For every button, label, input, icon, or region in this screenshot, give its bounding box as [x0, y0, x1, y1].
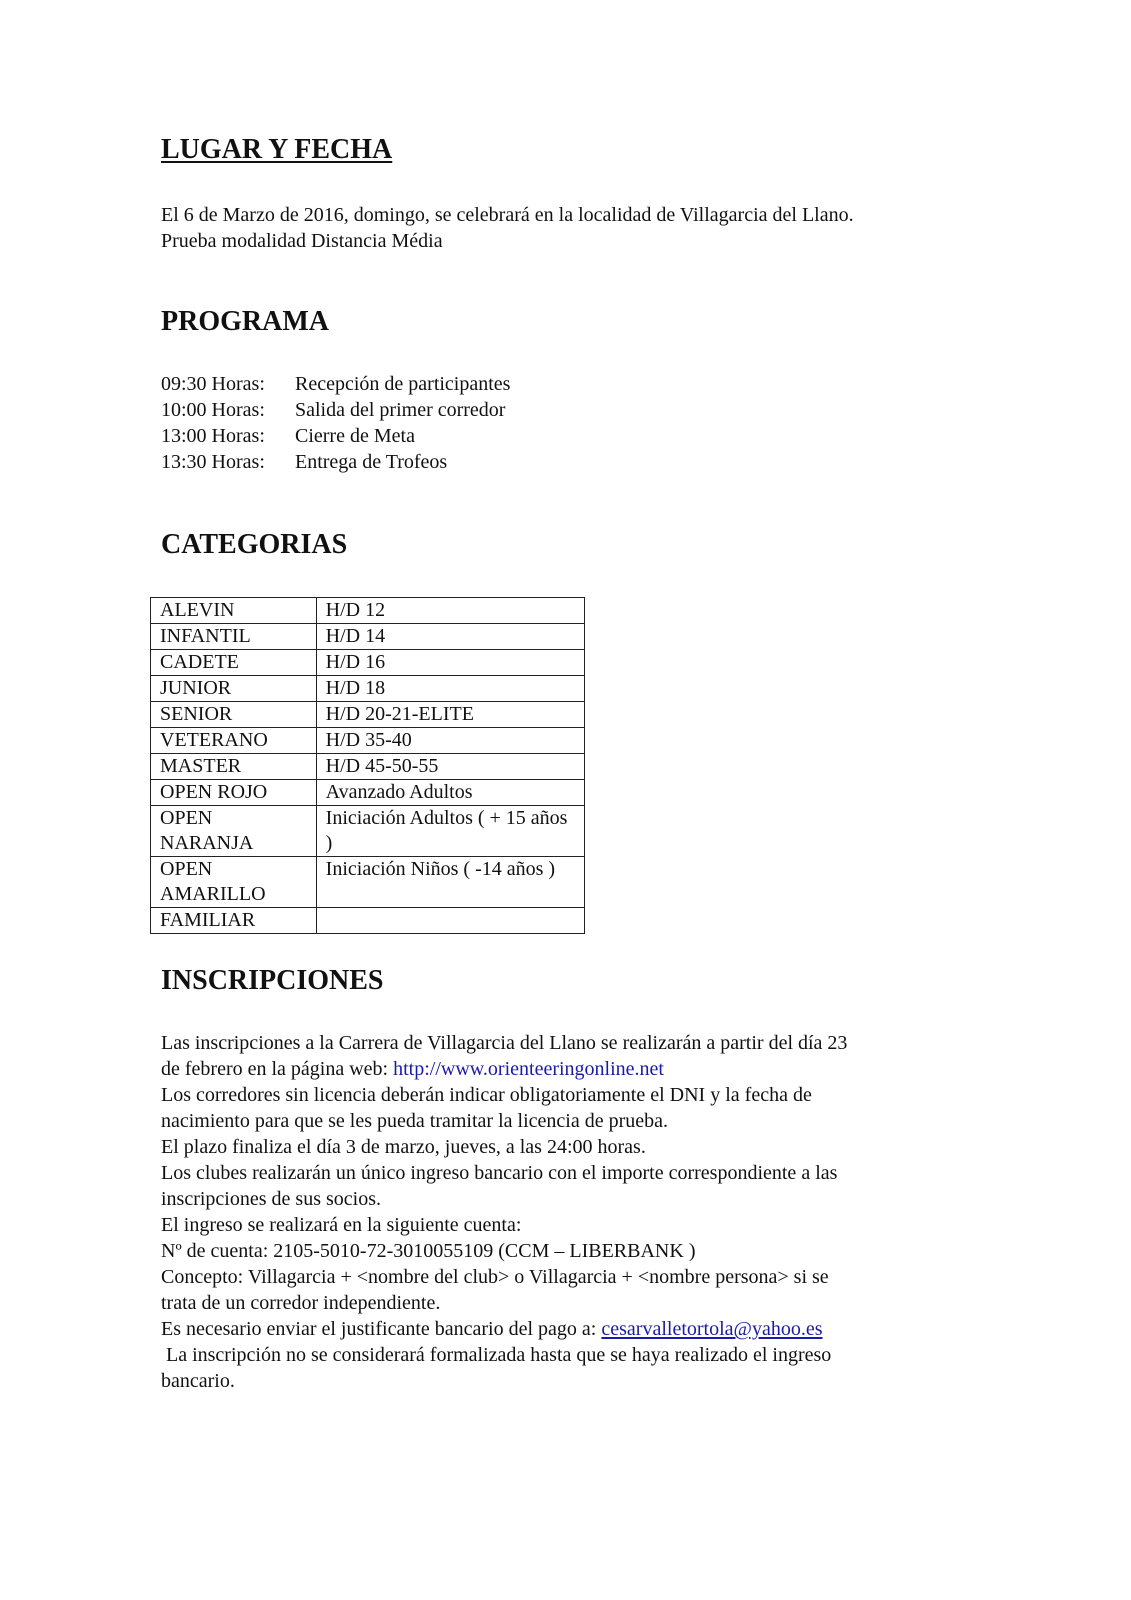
programa-activity: Salida del primer corredor	[295, 399, 506, 421]
website-link[interactable]: http://www.orienteeringonline.net	[393, 1058, 664, 1080]
inscripciones-line: La inscripción no se considerará formalizada hasta que se haya realizado el ingreso	[161, 1344, 832, 1366]
inscripciones-line: Las inscripciones a la Carrera de Villagarcia del Llano se realizarán a partir del día 23	[161, 1032, 848, 1054]
programa-time: 13:00 Horas:	[161, 425, 265, 447]
category-desc: H/D 12	[316, 598, 584, 624]
lugar-line: El 6 de Marzo de 2016, domingo, se celebrará en la localidad de Villagarcia del Llano.	[161, 204, 854, 226]
categorias-heading: CATEGORIAS	[161, 529, 348, 560]
category-desc: H/D 45-50-55	[316, 754, 584, 780]
categorias-table	[150, 597, 585, 934]
programa-item	[161, 449, 510, 475]
table-row	[151, 780, 585, 806]
inscripciones-line: Concepto: Villagarcia + <nombre del club> o Villagarcia + <nombre persona> si se	[161, 1266, 829, 1288]
inscripciones-line: trata de un corredor independiente.	[161, 1292, 441, 1314]
programa-item	[161, 371, 510, 397]
category-desc: H/D 20-21-ELITE	[316, 702, 584, 728]
category-desc: H/D 14	[316, 624, 584, 650]
programa-heading: PROGRAMA	[161, 306, 329, 337]
table-row	[151, 908, 585, 934]
category-desc: H/D 35-40	[316, 728, 584, 754]
programa-time: 09:30 Horas:	[161, 373, 265, 395]
category-name: JUNIOR	[151, 676, 317, 702]
category-name: OPEN NARANJA	[151, 806, 317, 857]
category-desc: H/D 18	[316, 676, 584, 702]
category-name: ALEVIN	[151, 598, 317, 624]
inscripciones-line	[161, 1056, 961, 1082]
website-prefix: de febrero en la página web:	[161, 1058, 394, 1080]
category-name: OPEN ROJO	[151, 780, 317, 806]
lugar-paragraph	[161, 202, 961, 254]
category-desc: Iniciación Adultos ( + 15 años )	[316, 806, 584, 857]
category-desc: Iniciación Niños ( -14 años )	[316, 857, 584, 908]
inscripciones-line	[161, 1316, 961, 1342]
category-name: MASTER	[151, 754, 317, 780]
programa-time: 10:00 Horas:	[161, 399, 265, 421]
table-row	[151, 857, 585, 908]
programa-item	[161, 397, 510, 423]
inscripciones-line: El ingreso se realizará en la siguiente cuenta:	[161, 1214, 522, 1236]
table-row	[151, 754, 585, 780]
table-row	[151, 676, 585, 702]
programa-activity: Recepción de participantes	[295, 373, 511, 395]
category-name: FAMILIAR	[151, 908, 317, 934]
programa-activity: Cierre de Meta	[295, 425, 415, 447]
lugar-heading: LUGAR Y FECHA	[161, 134, 393, 165]
table-row	[151, 806, 585, 857]
inscripciones-line: nacimiento para que se les pueda tramitar la licencia de prueba.	[161, 1110, 668, 1132]
programa-activity: Entrega de Trofeos	[295, 451, 448, 473]
inscripciones-line: El plazo finaliza el día 3 de marzo, jueves, a las 24:00 horas.	[161, 1136, 646, 1158]
category-desc: Avanzado Adultos	[316, 780, 584, 806]
inscripciones-line: Los corredores sin licencia deberán indicar obligatoriamente el DNI y la fecha de	[161, 1084, 812, 1106]
category-name: SENIOR	[151, 702, 317, 728]
lugar-line: Prueba modalidad Distancia Média	[161, 230, 443, 252]
category-name: INFANTIL	[151, 624, 317, 650]
programa-time: 13:30 Horas:	[161, 451, 265, 473]
category-desc: H/D 16	[316, 650, 584, 676]
inscripciones-heading: INSCRIPCIONES	[161, 965, 384, 996]
email-prefix: Es necesario enviar el justificante bancario del pago a:	[161, 1318, 602, 1340]
category-name: OPEN AMARILLO	[151, 857, 317, 908]
inscripciones-line: inscripciones de sus socios.	[161, 1188, 381, 1210]
email-link[interactable]: cesarvalletortola@yahoo.es	[601, 1318, 823, 1340]
category-desc	[316, 908, 584, 934]
programa-list	[161, 371, 510, 475]
inscripciones-line: Nº de cuenta: 2105-5010-72-3010055109 (CCM – LIBERBANK )	[161, 1240, 696, 1262]
table-row	[151, 650, 585, 676]
table-row	[151, 702, 585, 728]
inscripciones-paragraph	[161, 1030, 961, 1394]
inscripciones-line: bancario.	[161, 1370, 235, 1392]
table-row	[151, 624, 585, 650]
table-row	[151, 598, 585, 624]
category-name: VETERANO	[151, 728, 317, 754]
category-name: CADETE	[151, 650, 317, 676]
inscripciones-line: Los clubes realizarán un único ingreso bancario con el importe correspondiente a las	[161, 1162, 838, 1184]
table-row	[151, 728, 585, 754]
programa-item	[161, 423, 510, 449]
